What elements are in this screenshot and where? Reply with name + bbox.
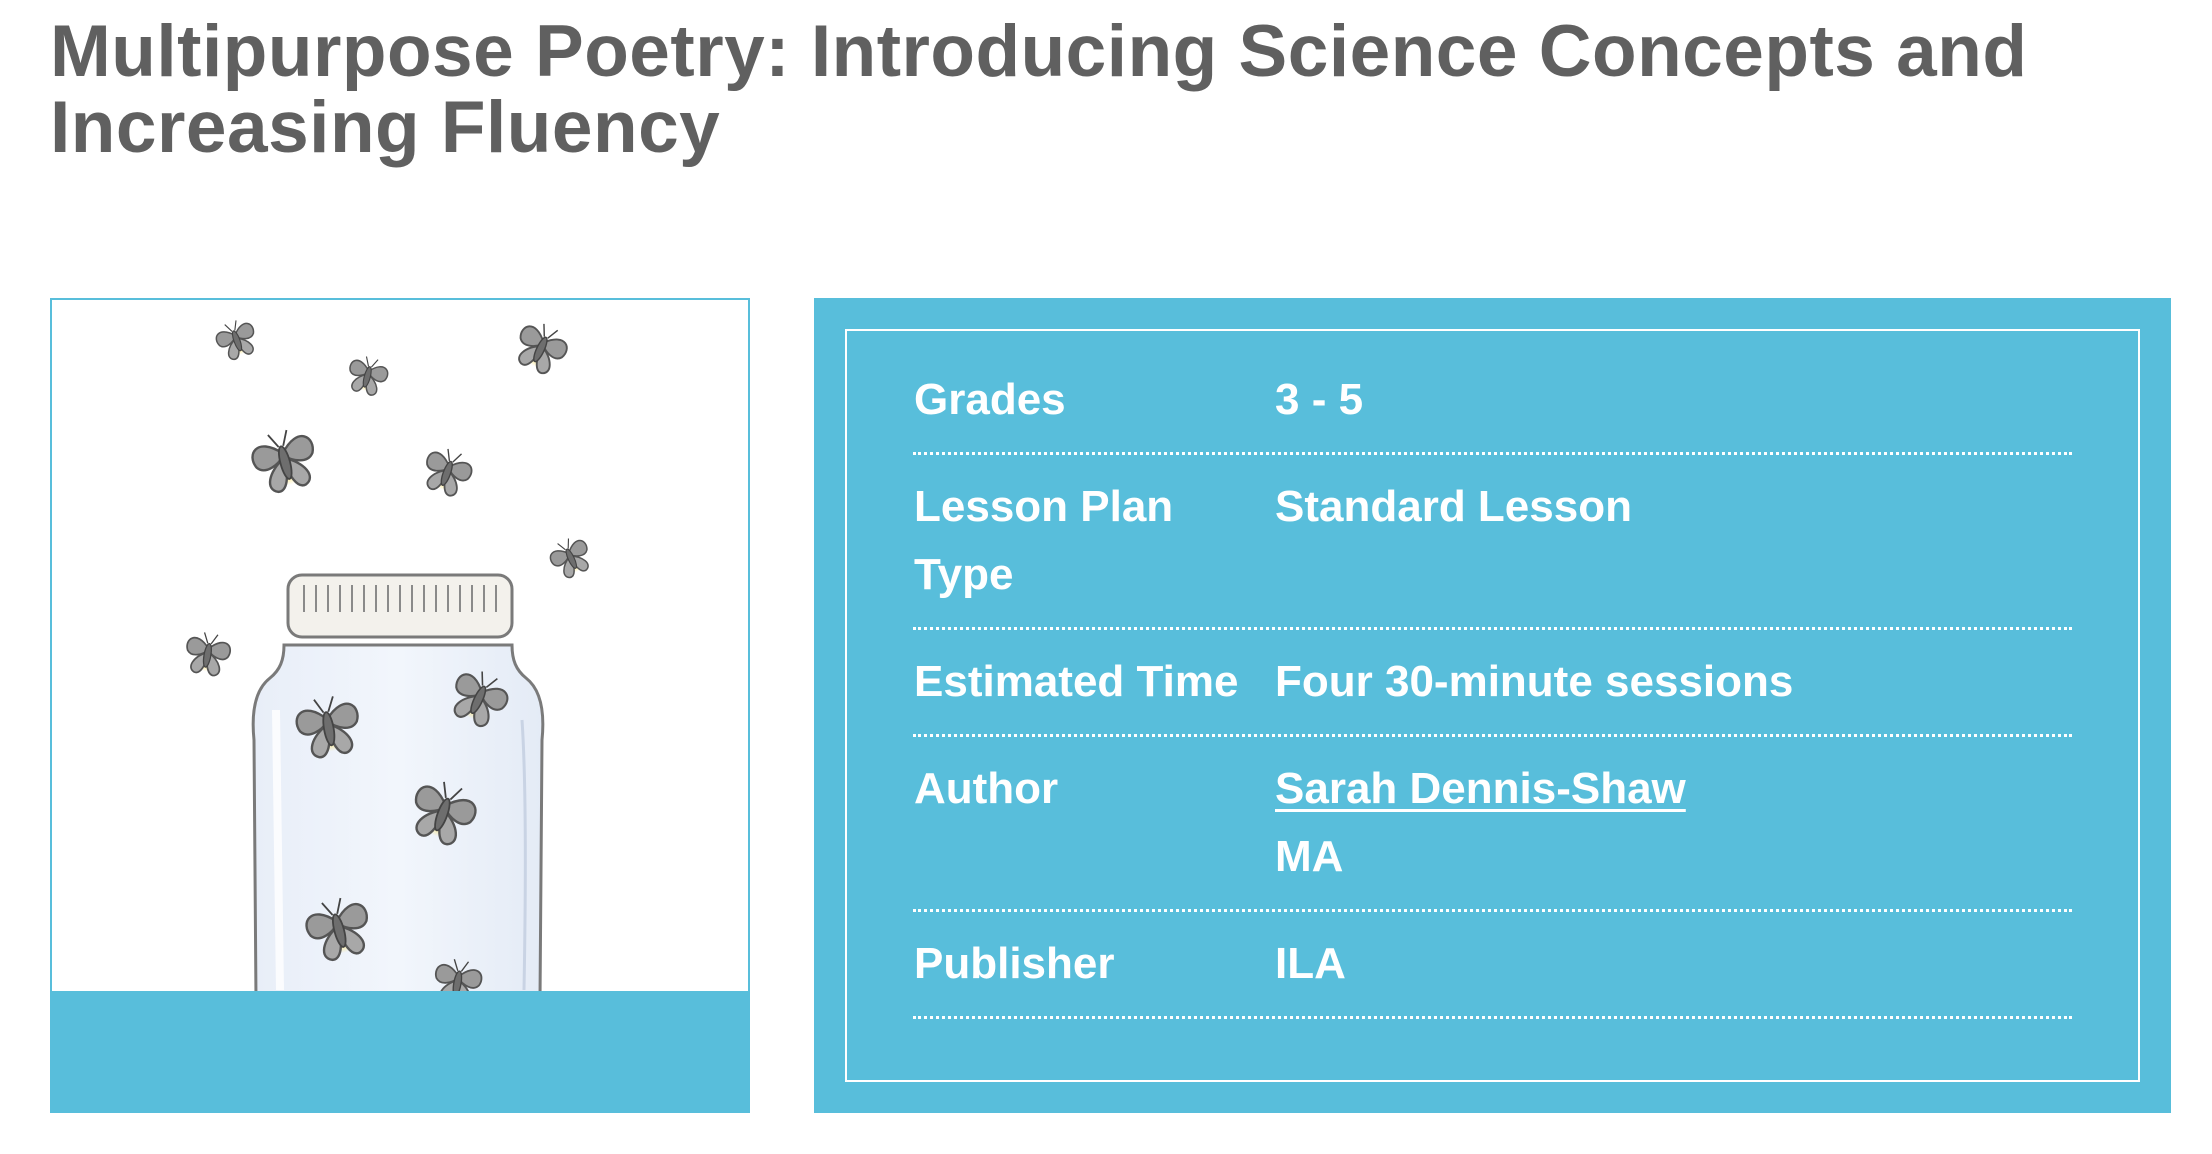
publisher-label: Publisher (914, 939, 1115, 988)
lesson-plan-type-row (913, 455, 2072, 630)
lesson-details-frame (845, 329, 2140, 1082)
estimated-time-value: Four 30-minute sessions (1275, 657, 1794, 706)
image-footer-band (52, 991, 748, 1111)
lesson-plan-type-label: Lesson Plan Type (914, 482, 1174, 599)
grades-label: Grades (914, 375, 1066, 424)
author-location: MA (1275, 832, 1344, 881)
author-label: Author (914, 764, 1059, 813)
author-link[interactable]: Sarah Dennis-Shaw (1275, 764, 1686, 813)
lesson-illustration (50, 298, 750, 1113)
author-value (1275, 755, 2072, 891)
publisher-row (913, 912, 2072, 1019)
publisher-value: ILA (1275, 939, 1346, 988)
estimated-time-row (913, 630, 2072, 737)
lesson-plan-type-value: Standard Lesson (1275, 482, 1632, 531)
page-title: Multipurpose Poetry: Introducing Science Concepts and Increasing Fluency (50, 11, 2028, 168)
jar-group (253, 575, 543, 1000)
grades-value: 3 - 5 (1275, 375, 1364, 424)
author-row (913, 737, 2072, 912)
grades-row (913, 348, 2072, 455)
lesson-details-panel (814, 298, 2171, 1113)
estimated-time-label: Estimated Time (914, 657, 1239, 706)
